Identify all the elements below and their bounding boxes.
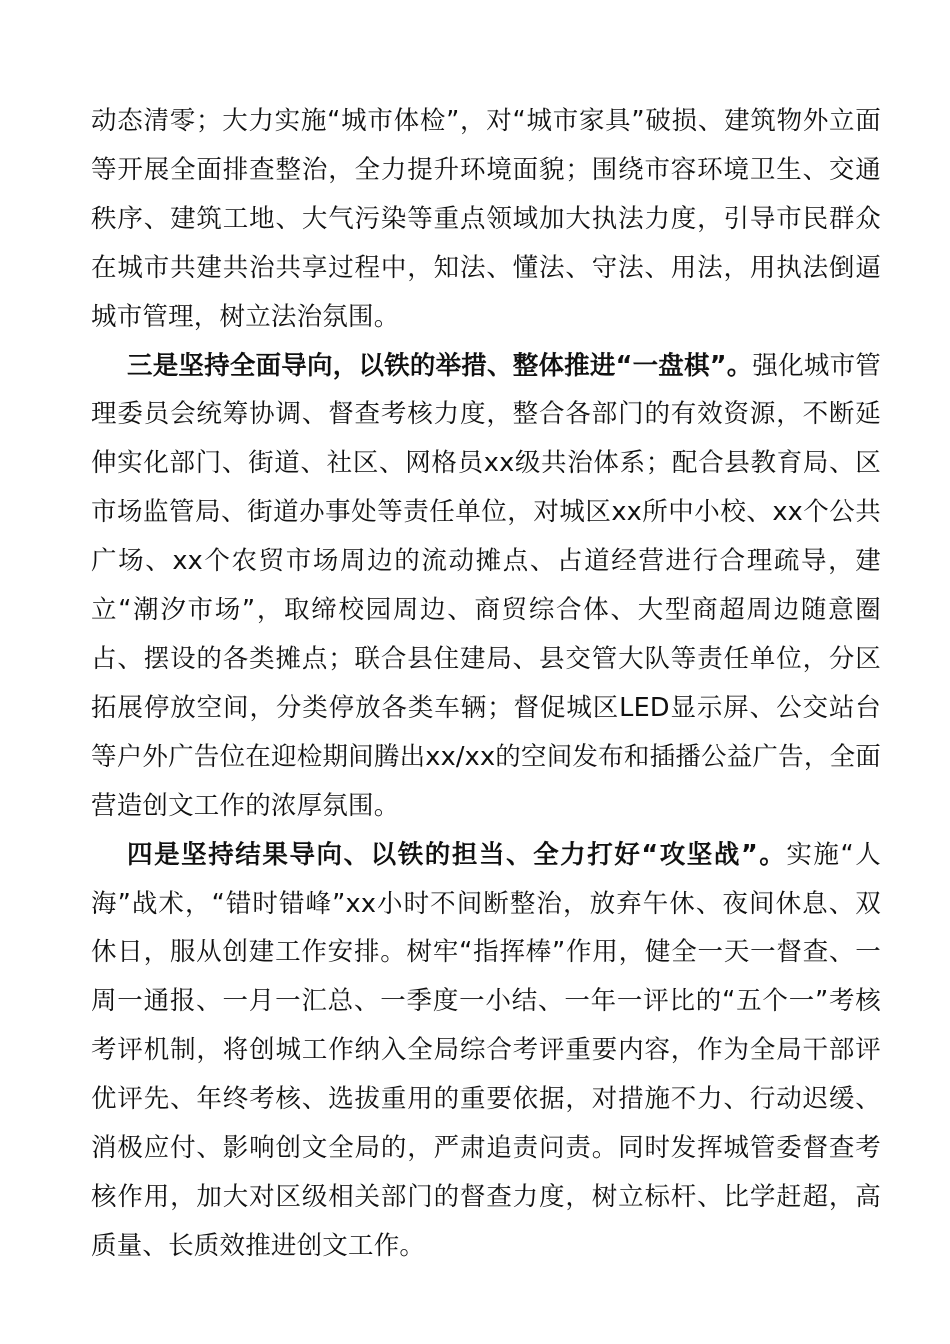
paragraph-continuation: [91, 97, 881, 342]
section-four-body: 实施“人海”战术，“错时错峰”xx小时不间断整治，放弃午休、夜间休息、双休日，服从创建工作安排。树牢“指挥棒”作用，健全一天一督查、一周一通报、一月一汇总、一季度一小结、一年一评比的“五个一”考核考评机制，将创城工作纳入全局综合考评重要内容，作为全局干部评优评先、年终考核、选拔重用的重要依据，对措施不力、行动迟缓、消极应付、影响创文全局的，严肃追责问责。同时发挥城管委督查考核作用，加大对区级相关部门的督查力度，树立标杆、比学赶超，高质量、长质效推进创文工作。: [91, 839, 881, 1261]
section-three-body: 强化城市管理委员会统筹协调、督查考核力度，整合各部门的有效资源，不断延伸实化部门、街道、社区、网格员xx级共治体系；配合县教育局、区市场监管局、街道办事处等责任单位，对城区xx所中小校、xx个公共广场、xx个农贸市场周边的流动摊点、占道经营进行合理疏导，建立“潮汐市场”，取缔校园周边、商贸综合体、大型商超周边随意圈占、摆设的各类摊点；联合县住建局、县交管大队等责任单位，分区拓展停放空间，分类停放各类车辆；督促城区LED显示屏、公交站台等户外广告位在迎检期间腾出xx/xx的空间发布和插播公益广告，全面营造创文工作的浓厚氛围。: [91, 350, 881, 821]
section-four-heading: 四是坚持结果导向、以铁的担当、全力打好“攻坚战”。: [127, 839, 787, 870]
section-three-heading: 三是坚持全面导向，以铁的举措、整体推进“一盘棋”。: [127, 350, 753, 381]
paragraph-section-four: [91, 831, 881, 1271]
document-page: [91, 97, 881, 1271]
paragraph-section-three: [91, 342, 881, 831]
paragraph-body: 动态清零；大力实施“城市体检”，对“城市家具”破损、建筑物外立面等开展全面排查整治，全力提升环境面貌；围绕市容环境卫生、交通秩序、建筑工地、大气污染等重点领域加大执法力度，引导市民群众在城市共建共治共享过程中，知法、懂法、守法、用法，用执法倒逼城市管理，树立法治氛围。: [91, 106, 881, 332]
